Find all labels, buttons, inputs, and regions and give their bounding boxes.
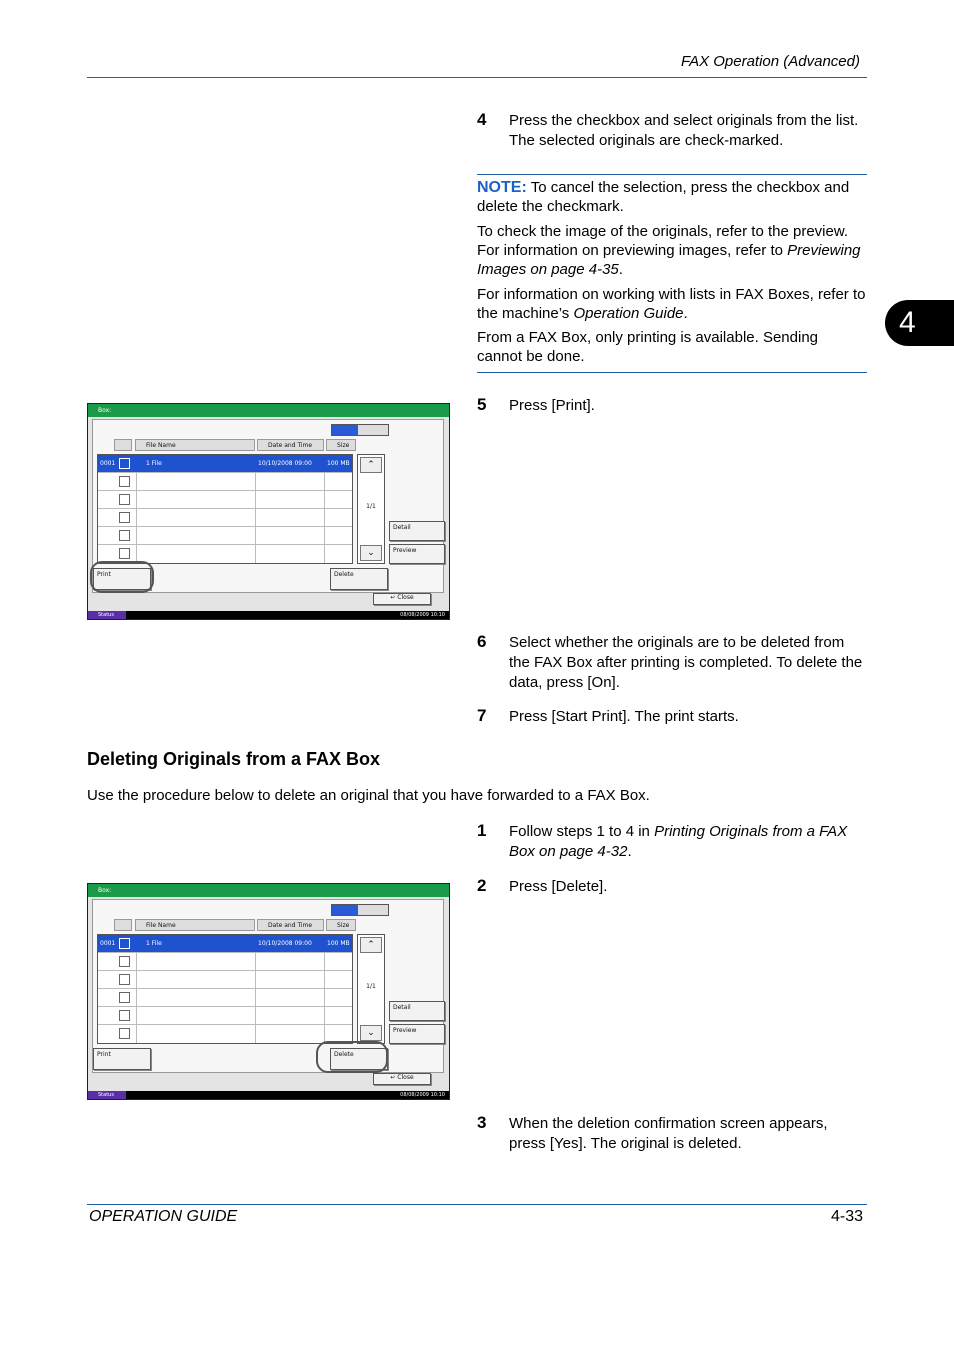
checkbox-icon[interactable] xyxy=(119,548,130,559)
checkbox-icon[interactable] xyxy=(119,974,130,985)
step-1-ref: Printing Originals from a FAX Box on page 4-32 xyxy=(509,823,848,860)
list-row[interactable] xyxy=(98,491,352,509)
list-row[interactable] xyxy=(98,971,352,989)
grid-view-icon[interactable] xyxy=(359,905,388,915)
step-2-text: Press [Delete]. xyxy=(509,878,608,895)
checkbox-checked-icon[interactable] xyxy=(119,938,130,949)
footer-rule xyxy=(87,1204,867,1205)
page-number: 4-33 xyxy=(830,1208,863,1225)
running-header: FAX Operation (Advanced) xyxy=(681,53,860,70)
checkbox-icon[interactable] xyxy=(119,512,130,523)
screen-title: Box: xyxy=(98,887,112,894)
col-size[interactable]: Size xyxy=(326,919,356,931)
close-button[interactable] xyxy=(373,593,431,605)
chevron-up-icon[interactable]: ⌃ xyxy=(360,457,382,473)
step-2-number: 2 xyxy=(477,876,487,895)
list-row[interactable] xyxy=(98,509,352,527)
list-row-selected[interactable] xyxy=(98,455,352,473)
row-file-name: 1 File xyxy=(146,940,162,947)
status-button[interactable]: Status xyxy=(88,611,126,619)
note-label: NOTE: xyxy=(477,179,527,196)
step-6-number: 6 xyxy=(477,632,487,651)
row-number: 0001 xyxy=(100,460,116,467)
page-indicator: 1/1 xyxy=(366,983,376,990)
step-7-text: Press [Start Print]. The print starts. xyxy=(509,708,739,725)
print-button[interactable]: Print xyxy=(93,1048,151,1070)
row-date: 10/10/2008 09:00 xyxy=(258,940,312,947)
screen-panel xyxy=(92,899,444,1073)
checkbox-icon[interactable] xyxy=(119,992,130,1003)
list-row[interactable] xyxy=(98,1007,352,1025)
note-paragraph-3: For information on working with lists in FAX Boxes, refer to the machine’s Operation Guide. xyxy=(477,286,866,322)
list-view-icon[interactable] xyxy=(332,905,358,915)
step-7-number: 7 xyxy=(477,706,487,725)
chevron-down-icon[interactable]: ⌄ xyxy=(360,545,382,561)
list-row[interactable] xyxy=(98,473,352,491)
list-scrollbar[interactable] xyxy=(357,454,385,564)
checkbox-icon[interactable] xyxy=(119,476,130,487)
grid-view-icon[interactable] xyxy=(359,425,388,435)
note-p3-ref: Operation Guide xyxy=(573,305,684,322)
step-3-number: 3 xyxy=(477,1113,487,1132)
status-bar xyxy=(88,611,449,619)
chevron-down-icon[interactable]: ⌄ xyxy=(360,1025,382,1041)
col-date-time[interactable]: Date and Time xyxy=(257,919,324,931)
list-header xyxy=(97,439,353,451)
note-p3-text: For information on working with lists in FAX Boxes, refer to the machine’s xyxy=(477,286,866,322)
screen-panel xyxy=(92,419,444,593)
list-row-selected[interactable] xyxy=(98,935,352,953)
status-button[interactable]: Status xyxy=(88,1091,126,1099)
col-date-time[interactable]: Date and Time xyxy=(257,439,324,451)
close-label: Close xyxy=(397,594,414,601)
screen-title-bar xyxy=(88,884,449,897)
list-row[interactable] xyxy=(98,953,352,971)
preview-button[interactable]: Preview xyxy=(389,544,445,564)
page-indicator: 1/1 xyxy=(366,503,376,510)
print-button[interactable]: Print xyxy=(93,568,151,590)
chevron-up-icon[interactable]: ⌃ xyxy=(360,937,382,953)
list-header xyxy=(97,919,353,931)
chapter-tab: 4 xyxy=(885,300,954,346)
row-size: 100 MB xyxy=(327,460,350,467)
detail-button[interactable]: Detail xyxy=(389,1001,445,1021)
list-row[interactable] xyxy=(98,989,352,1007)
view-toggle[interactable] xyxy=(331,904,389,916)
preview-button[interactable]: Preview xyxy=(389,1024,445,1044)
row-date: 10/10/2008 09:00 xyxy=(258,460,312,467)
note-p2-text: To check the image of the originals, refer to the preview. For information on previewing images, refer to xyxy=(477,223,849,259)
row-size: 100 MB xyxy=(327,940,350,947)
col-file-name[interactable]: File Name xyxy=(135,439,255,451)
col-file-name[interactable]: File Name xyxy=(135,919,255,931)
section-title: Deleting Originals from a FAX Box xyxy=(87,749,381,769)
list-view-icon[interactable] xyxy=(332,425,358,435)
note-top-rule xyxy=(477,174,867,175)
step-4-number: 4 xyxy=(477,110,487,129)
note-paragraph-2: To check the image of the originals, refer to the preview. For information on previewing images, refer to Previewing Images on page 4-35. xyxy=(477,223,861,278)
step-1-text: Follow steps 1 to 4 in Printing Originals from a FAX Box on page 4-32. xyxy=(509,823,848,860)
row-number: 0001 xyxy=(100,940,116,947)
note-text: To cancel the selection, press the checkbox and delete the checkmark. xyxy=(477,179,850,215)
status-datetime: 08/08/2009 10:10 xyxy=(400,612,445,618)
screen-title-bar xyxy=(88,404,449,417)
delete-button[interactable]: Delete xyxy=(330,568,388,590)
checkbox-icon[interactable] xyxy=(119,1010,130,1021)
view-toggle[interactable] xyxy=(331,424,389,436)
list-scrollbar[interactable] xyxy=(357,934,385,1044)
checkbox-icon[interactable] xyxy=(119,530,130,541)
step-6-text: Select whether the originals are to be deleted from the FAX Box after printing is completed. To delete the data, press [On]. xyxy=(509,634,863,691)
delete-button[interactable]: Delete xyxy=(330,1048,388,1070)
box-screen-delete xyxy=(87,883,450,1100)
col-size[interactable]: Size xyxy=(326,439,356,451)
row-file-name: 1 File xyxy=(146,460,162,467)
checkbox-checked-icon[interactable] xyxy=(119,458,130,469)
step-5-number: 5 xyxy=(477,395,487,414)
close-button[interactable] xyxy=(373,1073,431,1085)
note-paragraph-4: From a FAX Box, only printing is available. Sending cannot be done. xyxy=(477,329,819,365)
checkbox-icon[interactable] xyxy=(119,1028,130,1039)
status-bar xyxy=(88,1091,449,1099)
status-datetime: 08/08/2009 10:10 xyxy=(400,1092,445,1098)
section-intro: Use the procedure below to delete an original that you have forwarded to a FAX Box. xyxy=(87,787,650,804)
select-all-checkbox[interactable] xyxy=(114,919,132,931)
list-row[interactable] xyxy=(98,1025,352,1043)
screen-title: Box: xyxy=(98,407,112,414)
select-all-checkbox[interactable] xyxy=(114,439,132,451)
close-label: Close xyxy=(397,1074,414,1081)
note-paragraph-1 xyxy=(477,178,867,216)
footer-guide-title: OPERATION GUIDE xyxy=(89,1208,238,1225)
header-rule xyxy=(87,77,867,78)
step-1-text-a: Follow steps 1 to 4 in xyxy=(509,823,655,840)
detail-button[interactable]: Detail xyxy=(389,521,445,541)
checkbox-icon[interactable] xyxy=(119,956,130,967)
step-1-number: 1 xyxy=(477,821,487,840)
step-4-text: Press the checkbox and select originals from the list. The selected originals are check-marked. xyxy=(509,112,859,149)
note-bottom-rule xyxy=(477,372,867,373)
return-icon: ↵ xyxy=(390,1074,396,1081)
step-3-text: When the deletion confirmation screen appears, press [Yes]. The original is deleted. xyxy=(509,1115,828,1152)
return-icon: ↵ xyxy=(390,594,396,601)
box-screen-print xyxy=(87,403,450,620)
note-p2-ref: Previewing Images on page 4-35 xyxy=(477,242,861,278)
file-list xyxy=(97,934,353,1044)
file-list xyxy=(97,454,353,564)
list-row[interactable] xyxy=(98,527,352,545)
highlight-ring xyxy=(90,561,154,593)
highlight-ring xyxy=(316,1041,388,1073)
step-5-text: Press [Print]. xyxy=(509,397,595,414)
checkbox-icon[interactable] xyxy=(119,494,130,505)
